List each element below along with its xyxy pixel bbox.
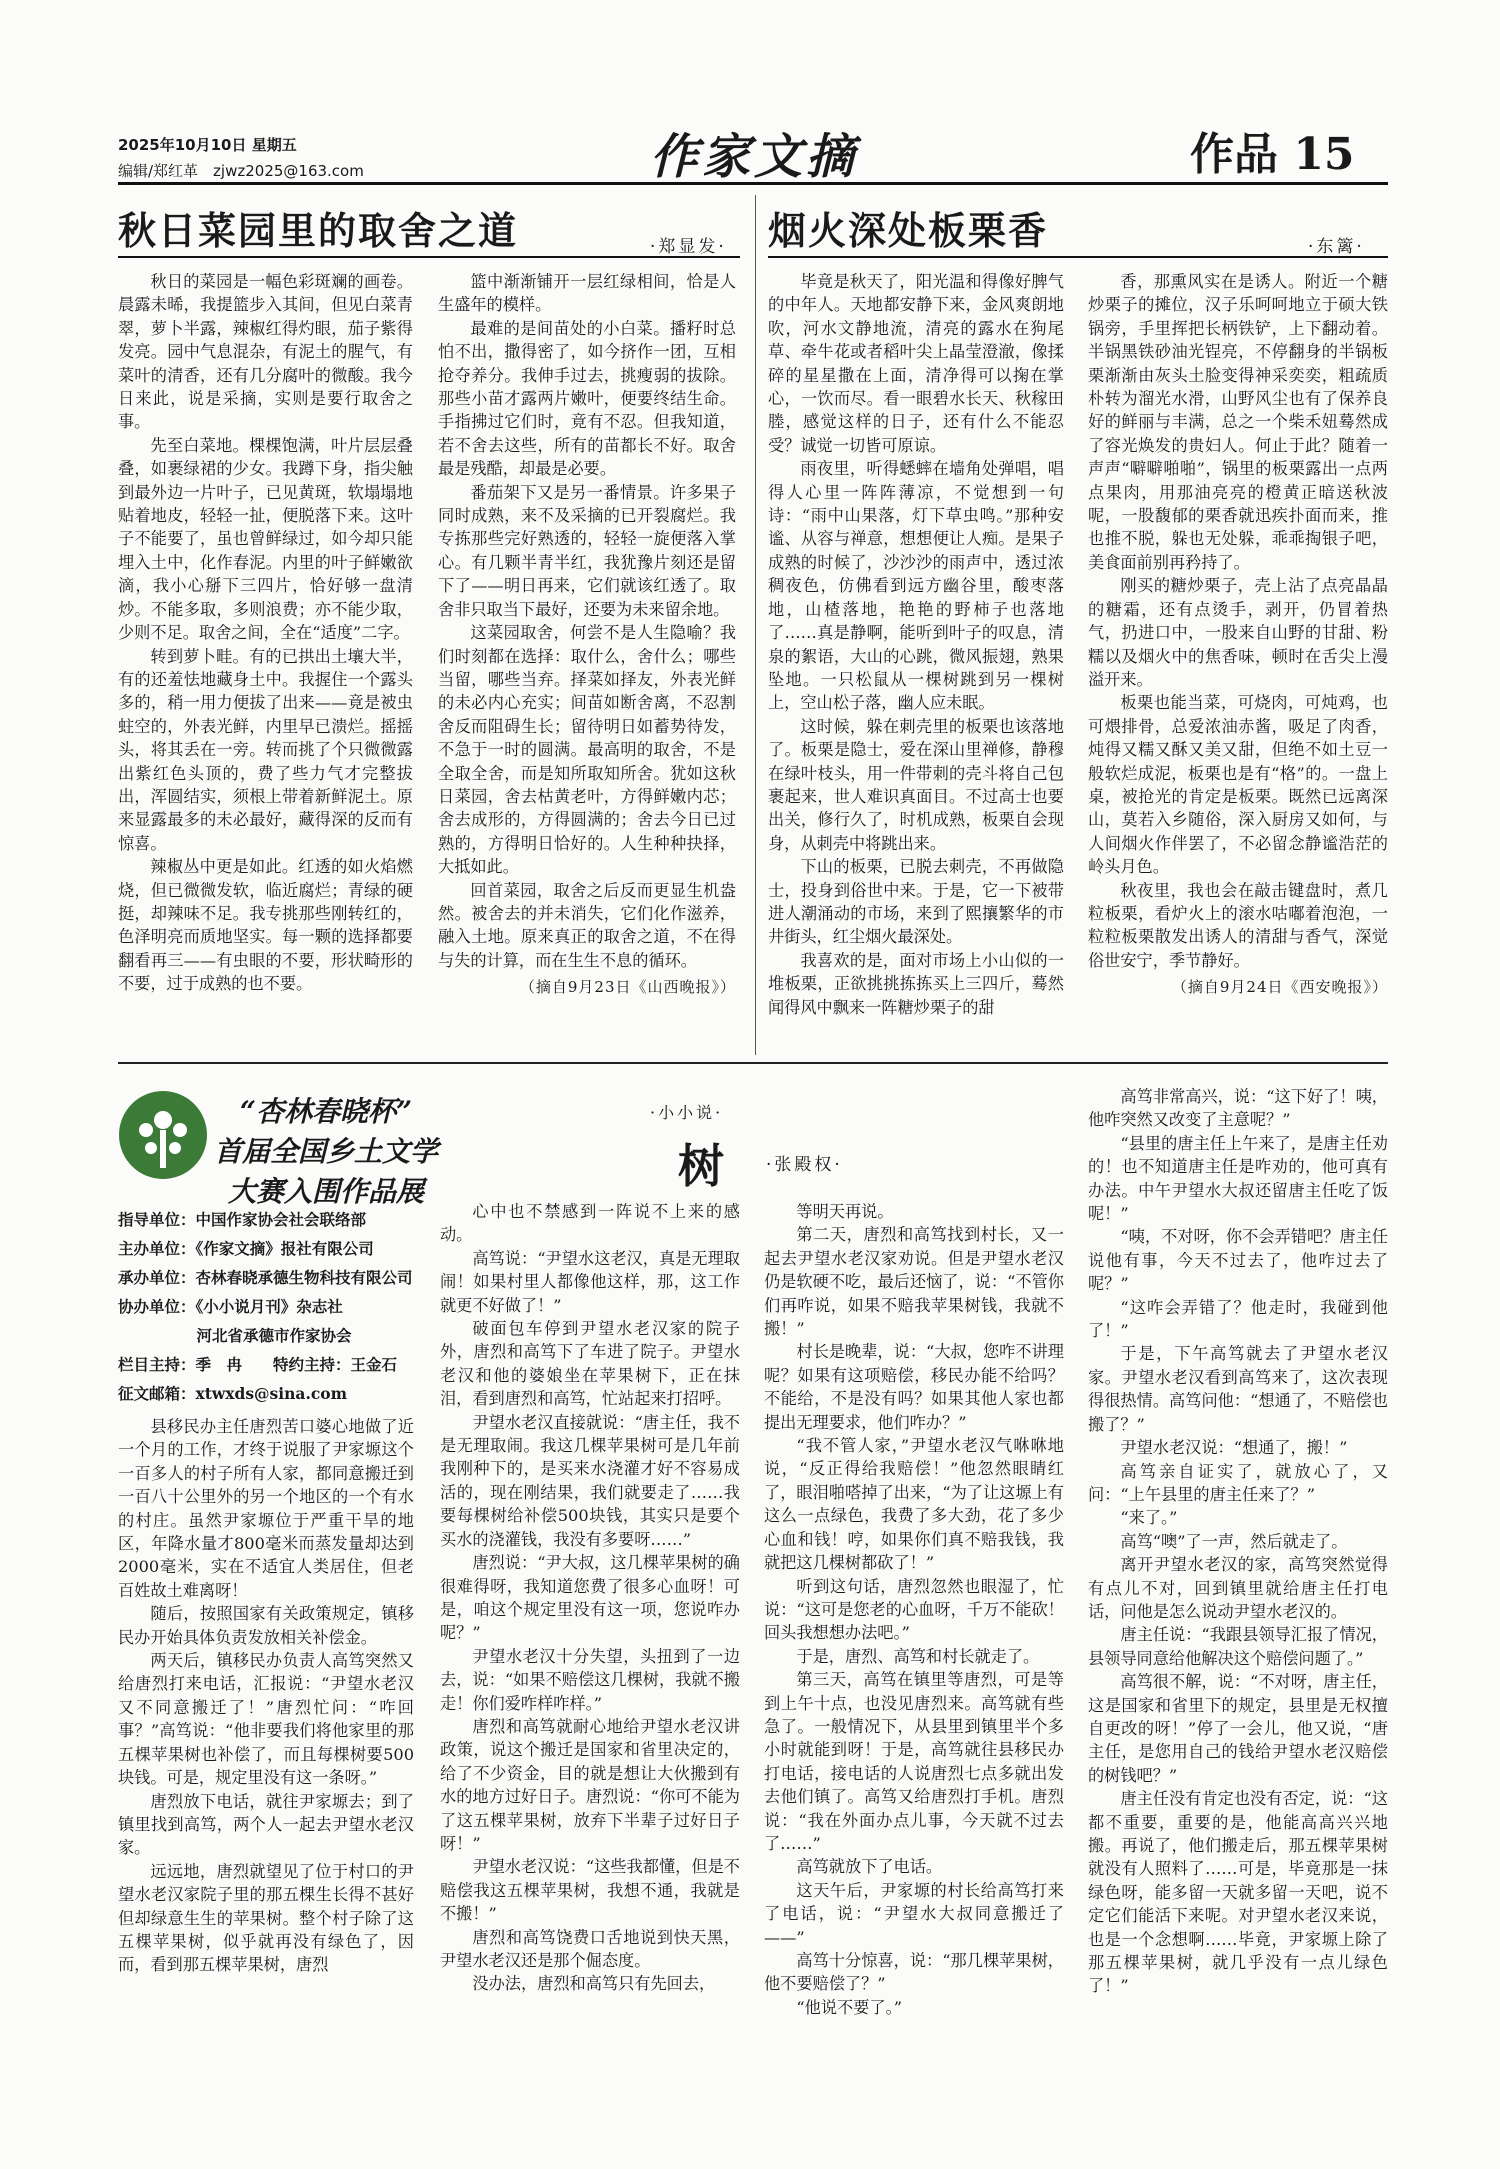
editor-info: 编辑/郑红革 zjwz2025@163.com (118, 162, 364, 180)
article1-author: ·郑显发· (650, 237, 727, 257)
article2-title: 烟火深处板栗香 (768, 208, 1049, 253)
article1-column-2: 篮中渐渐铺开一层红绿相间，恰是人生盛年的模样。 最难的是间苗处的小白菜。播籽时总怕不出，撒得密了，如今挤作一团，互相抢夺养分。我伸手过去，挑瘦弱的拔除。那些小苗才露两片嫩叶，便要终结生命。手指拂过它们时，竟有不忍。但我知道，若不舍去这些，所有的苗都长不好。取舍最是残酷，却最是必要。 番茄架下又是另一番情景。许多果子同时成熟，来不及采摘的已开裂腐烂。我专拣那些完好熟透的，轻轻一旋便落入掌心。有几颗半青半红，我犹豫片刻还是留下了——明日再来，它们就该红透了。取舍非只取当下最好，还要为未来留余地。 这菜园取舍，何尝不是人生隐喻？我们时刻都在选择：取什么，舍什么；哪些当留，哪些当弃。择菜如择友，外表光鲜的未必内心充实；间苗如断舍离，不忍割舍反而阻碍生长；留待明日如蓄势待发，不急于一时的圆满。最高明的取舍，不是全取全舍，而是知所取知所舍。犹如这秋日菜园，舍去枯黄老叶，方得鲜嫩内芯；舍去成形的，方得圆满的；舍去今日已过熟的，方得明日恰好的。人生种种抉择，大抵如此。 回首菜园，取舍之后反而更显生机盎然。被舍去的并未消失，它们化作滋养，融入土地。原来真正的取舍之道，不在得与失的计算，而在生生不息的循环。 （摘自9月23日《山西晚报》） (438, 270, 736, 1042)
article2-author: ·东篱· (1308, 237, 1365, 257)
contest-title: “杏林春晓杯” 首届全国乡土文学 大赛入围作品展 (213, 1095, 438, 1208)
story-column-2: 心中也不禁感到一阵说不上来的感动。 高笃说：“尹望水这老汉，真是无理取闹！如果村里人都像他这样，那，这工作就更不好做了！” 破面包车停到尹望水老汉家的院子外，唐烈和高笃下了车进了院子。尹望水老汉和他的婆娘坐在苹果树下，正在抹泪，看到唐烈和高笃，忙站起来打招呼。 尹望水老汉直接就说：“唐主任，我不是无理取闹。我这几棵苹果树可是几年前我刚种下的，是买来水浇灌才好不容易成活的，现在刚结果，我们就要走了……我要每棵树给补偿500块钱，其实只是要个买水的浇灌钱，我没有多要呀……” 唐烈说：“尹大叔，这几棵苹果树的确很难得呀，我知道您费了很多心血呀！可是，咱这个规定里没有这一项，您说咋办呢？” 尹望水老汉十分失望，头扭到了一边去，说：“如果不赔偿这几棵树，我就不搬走！你们爱咋样咋样。” 唐烈和高笃就耐心地给尹望水老汉讲政策，说这个搬迁是国家和省里决定的，给了不少资金，目的就是想让大伙搬到有水的地方过好日子。唐烈说：“你可不能为了这五棵苹果树，放弃下半辈子过好日子呀！” 尹望水老汉说：“这些我都懂，但是不赔偿我这五棵苹果树，我想不通，我就是不搬！” 唐烈和高笃饶费口舌地说到快天黑，尹望水老汉还是那个倔态度。 没办法，唐烈和高笃只有先回去， (440, 1202, 740, 1994)
story-column-1: 县移民办主任唐烈苦口婆心地做了近一个月的工作，才终于说服了尹家塬这个一百多人的村子所有人家，都同意搬迁到一百八十公里外的另一个地区的一个有水的村庄。虽然尹家塬位于严重干旱的地区，年降水量才800毫米而蒸发量却达到2000毫米，实在不适宜人类居住，但老百姓故土难离呀！ 随后，按照国家有关政策规定，镇移民办开始具体负责发放相关补偿金。 两天后，镇移民办负责人高笃突然又给唐烈打来电话，汇报说：“尹望水老汉又不同意搬迁了！”唐烈忙问：“咋回事？”高笃说：“他非要我们将他家里的那五棵苹果树也补偿了，而且每棵树要500块钱。可是，规定里没有这一条呀。” 唐烈放下电话，就往尹家塬去；到了镇里找到高笃，两个人一起去尹望水老汉家。 远远地，唐烈就望见了位于村口的尹望水老汉家院子里的那五棵生长得不甚好但却绿意生生的苹果树。整个村子除了这五棵苹果树，似乎就再没有绿色了，因而，看到那五棵苹果树，唐烈 (118, 1417, 414, 1975)
header-rule (118, 182, 1388, 185)
story-column-3: 等明天再说。 第二天，唐烈和高笃找到村长，又一起去尹望水老汉家劝说。但是尹望水老汉仍是软硬不吃，最后还恼了，说：“不管你们再咋说，如果不赔我苹果树钱，我就不搬！” 村长是晚辈，说：“大叔，您咋不讲理呢？如果有这项赔偿，移民办能不给吗？不能给，不是没有吗？如果其他人家也都提出无理要求，他们咋办？” “我不管人家，”尹望水老汉气咻咻地说，“反正得给我赔偿！”他忽然眼睛红了，眼泪啪嗒掉了出来，“为了让这塬上有这么一点绿色，我费了多大劲，花了多少心血和钱！哼，如果你们真不赔我钱，我就把这几棵树都砍了！” 听到这句话，唐烈忽然也眼湿了，忙说：“这可是您老的心血呀，千万不能砍！回头我想想办法吧。” 于是，唐烈、高笃和村长就走了。 第三天，高笃在镇里等唐烈，可是等到上午十点，也没见唐烈来。高笃就有些急了。一般情况下，从县里到镇里半个多小时就能到呀！于是，高笃就往县移民办打电话，接电话的人说唐烈七点多就出发去他们镇了。高笃又给唐烈打手机。唐烈说：“我在外面办点儿事，今天就不过去了……” 高笃就放下了电话。 这天午后，尹家塬的村长给高笃打来了电话，说：“尹望水大叔同意搬迁了——” 高笃十分惊喜，说：“那几棵苹果树，他不要赔偿了？” “他说不要了。” (764, 1202, 1064, 2017)
page-name: 作品 15 (1190, 129, 1355, 180)
story-section: ·小小说· (650, 1103, 724, 1122)
story-title: 树 (678, 1139, 724, 1193)
article1-column-1: 秋日的菜园是一幅色彩斑斓的画卷。晨露未晞，我提篮步入其间，但见白菜青翠，萝卜半露，辣椒红得灼眼，茄子紫得发亮。园中气息混杂，有泥土的腥气，有菜叶的清香，还有几分腐叶的微酸。我今日来此，说是采摘，实则是要行取舍之事。 先至白菜地。棵棵饱满，叶片层层叠叠，如裹绿裙的少女。我蹲下身，指尖触到最外边一片叶子，已见黄斑，软塌塌地贴着地皮，轻轻一扯，便脱落下来。这叶子不能要了，虽也曾鲜绿过，如今却只能埋入土中，化作春泥。内里的叶子鲜嫩欲滴，我小心掰下三四片，恰好够一盘清炒。不能多取，多则浪费；亦不能少取，少则不足。取舍之间，全在“适度”二字。 转到萝卜畦。有的已拱出土壤大半，有的还羞怯地藏身土中。我握住一个露头多的，稍一用力便拔了出来——竟是被虫蛀空的，外表光鲜，内里早已溃烂。摇摇头，将其丢在一旁。转而挑了个只微微露出紫红色头顶的，费了些力气才完整拔出，浑圆结实，须根上带着新鲜泥土。原来显露最多的未必最好，藏得深的反而有惊喜。 辣椒丛中更是如此。红透的如火焰燃烧，但已微微发软，临近腐烂；青绿的硬挺，却辣味不足。我专挑那些刚转红的，色泽明亮而质地坚实。每一颗的选择都要翻看再三——有虫眼的不要，形状畸形的不要，过于成熟的也不要。 (118, 272, 413, 994)
article2-column-2: 香，那熏风实在是诱人。附近一个糖炒栗子的摊位，汉子乐呵呵地立于硕大铁锅旁，手里挥把长柄铁铲，上下翻动着。半锅黑铁砂油光锃亮，不停翻身的半锅板栗渐渐由灰头土脸变得神采奕奕，粗疏质朴转为溜光水滑，山野风尘也有了保养良好的鲜丽与丰满，总之一个柴禾妞蓦然成了容光焕发的贵妇人。何止于此？随着一声声“噼噼啪啪”，锅里的板栗露出一点两点果肉，用那油亮亮的橙黄正暗送秋波呢，一股馥郁的栗香就迅疾扑面而来，推也推不脱，躲也无处躲，乖乖掏银子吧，美食面前别再矜持了。 刚买的糖炒栗子，壳上沾了点亮晶晶的糖霜，还有点烫手，剥开，仍冒着热气，扔进口中，一股来自山野的甘甜、粉糯以及烟火中的焦香味，顿时在舌尖上漫溢开来。 板栗也能当菜，可烧肉，可炖鸡，也可煨排骨，总爱浓油赤酱，吸足了肉香，炖得又糯又酥又美又甜，但绝不如土豆一般软烂成泥，板栗也是有“格”的。一盘上桌，被抢光的肯定是板栗。既然已远离深山，莫若入乡随俗，深入厨房又如何，与人间烟火作伴罢了，不必留念静谧浩茫的岭头月色。 秋夜里，我也会在敲击键盘时，煮几粒板栗，看炉火上的滚水咕嘟着泡泡，一粒粒板栗散发出诱人的清甜与香气，深觉俗世安宁，季节静好。 （摘自9月24日《西安晚报》） (1088, 270, 1388, 1042)
article1-source: （摘自9月23日《山西晚报》） (519, 978, 736, 997)
tree-logo-icon (118, 1090, 208, 1180)
article2-column-1: 毕竟是秋天了，阳光温和得像好脾气的中年人。天地都安静下来，金风爽朗地吹，河水文静地流，清亮的露水在狗尾草、牵牛花或者稻叶尖上晶莹澄澈，像揉碎的星星撒在上面，清净得可以掬在掌心，一饮而尽。看一眼碧水长天、秋稼田塍，感觉这样的日子，还有什么不能忍受？诚觉一切皆可原谅。 雨夜里，听得蟋蟀在墙角处弹唱，唱得人心里一阵阵薄凉，不觉想到一句诗：“雨中山果落，灯下草虫鸣。”那种安谧、从容与禅意，想想便让人痴。是果子成熟的时候了，沙沙沙的雨声中，透过浓稠夜色，仿佛看到远方幽谷里，酸枣落地，山楂落地，艳艳的野柿子也落地了……真是静啊，能听到叶子的叹息，清泉的絮语，大山的心跳，微风振翅，熟果坠地。一只松鼠从一棵树跳到另一棵树上，空山松子落，幽人应未眠。 这时候，躲在刺壳里的板栗也该落地了。板栗是隐士，爱在深山里禅修，静穆在绿叶枝头，用一件带刺的壳斗将自己包裹起来，世人难识真面目。不过高士也要出关，修行久了，时机成熟，板栗自会现身，从刺壳中将跳出来。 下山的板栗，已脱去刺壳，不再做隐士，投身到俗世中来。于是，它一下被带进人潮涌动的市场，来到了熙攘繁华的市井街头，红尘烟火最深处。 我喜欢的是，面对市场上小山似的一堆板栗，正欲挑挑拣拣买上三四斤，蓦然闻得风中飘来一阵糖炒栗子的甜 (768, 272, 1064, 1017)
article1-title: 秋日菜园里的取舍之道 (118, 208, 519, 253)
masthead-logo: 作家文摘 (650, 129, 859, 185)
contest-info: 指导单位：中国作家协会社会联络部 主办单位：《作家文摘》报社有限公司 承办单位：杏林春晓承德生物科技有限公司 协办单位：《小小说月刊》杂志社 河北省承德市作家协会 栏目主持：季 冉 特约主持：王金石 征文邮箱：xtwxds@sina.com (118, 1210, 413, 1403)
story-column-4: 高笃非常高兴，说：“这下好了！咦，他咋突然又改变了主意呢？” “县里的唐主任上午来了，是唐主任劝的！也不知道唐主任是咋劝的，他可真有办法。中午尹望水大叔还留唐主任吃了饭呢！” “咦，不对呀，你不会弄错吧？唐主任说他有事，今天不过去了，他咋过去了呢？” “这咋会弄错了？他走时，我碰到他了！” 于是，下午高笃就去了尹望水老汉家。尹望水老汉看到高笃来了，这次表现得很热情。高笃问他：“想通了，不赔偿也搬了？” 尹望水老汉说：“想通了，搬！” 高笃亲自证实了，就放心了，又问：“上午县里的唐主任来了？” “来了。” 高笃“噢”了一声，然后就走了。 离开尹望水老汉的家，高笃突然觉得有点儿不对，回到镇里就给唐主任打电话，问他是怎么说动尹望水老汉的。 唐主任说：“我跟县领导汇报了情况，县领导同意给他解决这个赔偿问题了。” 高笃很不解，说：“不对呀，唐主任，这是国家和省里下的规定，县里是无权擅自更改的呀！”停了一会儿，他又说，“唐主任，是您用自己的钱给尹望水老汉赔偿的树钱吧？” 唐主任没有肯定也没有否定，说：“这都不重要，重要的是，他能高高兴兴地搬。再说了，他们搬走后，那五棵苹果树就没有人照料了……可是，毕竟那是一抹绿色呀，能多留一天就多留一天吧，说不定它们能活下来呢。对尹望水老汉来说，也是一个念想啊……毕竟，尹家塬上除了那五棵苹果树，就几乎没有一点儿绿色了！” (1088, 1087, 1388, 1996)
contest-logo (118, 1090, 208, 1180)
section-rule (118, 1062, 1388, 1064)
article2-title-rule (768, 256, 1388, 258)
article1-title-rule (118, 256, 740, 258)
story-author: ·张殿权· (766, 1155, 843, 1175)
article2-source: （摘自9月24日《西安晚报》） (1171, 978, 1388, 997)
column-divider (755, 195, 756, 1055)
issue-date: 2025年10月10日 星期五 (118, 136, 297, 154)
